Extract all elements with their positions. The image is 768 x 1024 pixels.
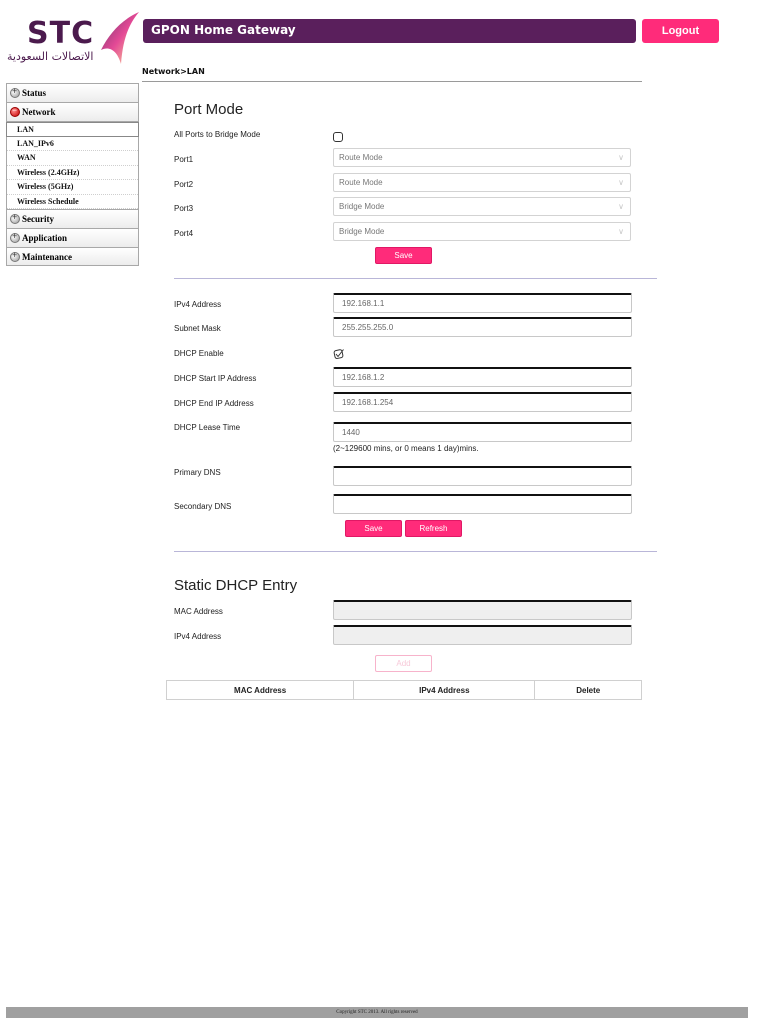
logo-swoosh-icon <box>99 10 141 66</box>
all-ports-bridge-checkbox[interactable] <box>333 132 343 142</box>
logout-button[interactable]: Logout <box>642 19 719 43</box>
collapse-icon <box>10 107 20 117</box>
title-bar <box>143 19 636 43</box>
expand-icon <box>10 214 20 224</box>
dhcp-end-input[interactable] <box>333 392 632 412</box>
static-ipv4-label: IPv4 Address <box>174 632 222 641</box>
sidebar-menu-maintenance[interactable] <box>6 247 139 266</box>
static-add-button[interactable]: Add <box>375 655 432 672</box>
sidebar-item-wireless-schedule[interactable]: Wireless Schedule <box>7 195 138 210</box>
port1-label: Port1 <box>174 155 194 164</box>
chevron-down-icon: ∨ <box>618 227 624 236</box>
chevron-down-icon: ∨ <box>618 153 624 162</box>
sidebar-menu-label: Security <box>22 214 54 224</box>
breadcrumb-divider <box>142 81 642 82</box>
sidebar-menu-label: Network <box>22 107 56 117</box>
chevron-down-icon: ∨ <box>618 178 624 187</box>
subnet-mask-label: Subnet Mask <box>174 324 221 333</box>
port-mode-save-button[interactable]: Save <box>375 247 432 264</box>
chevron-down-icon: ∨ <box>618 202 624 211</box>
sidebar-menu-label: Status <box>22 88 47 98</box>
port3-mode-value: Bridge Mode <box>339 202 385 211</box>
sidebar-menu-security[interactable] <box>6 209 139 228</box>
static-mac-label: MAC Address <box>174 607 223 616</box>
sidebar-item-lan[interactable]: LAN <box>6 122 139 137</box>
dhcp-start-input[interactable] <box>333 367 632 387</box>
col-mac-address: MAC Address <box>167 681 354 699</box>
section-divider <box>174 278 657 279</box>
stc-logo <box>5 10 137 68</box>
logo-arabic-text: الاتصالات السعودية <box>7 50 94 63</box>
port1-mode-select[interactable] <box>333 148 631 167</box>
ipv4-address-label: IPv4 Address <box>174 300 222 309</box>
all-ports-bridge-label: All Ports to Bridge Mode <box>174 130 261 139</box>
page-title: GPON Home Gateway <box>151 23 296 37</box>
dhcp-enable-label: DHCP Enable <box>174 349 224 358</box>
sidebar-menu-status[interactable] <box>6 83 139 102</box>
port4-mode-value: Bridge Mode <box>339 227 385 236</box>
dhcp-end-label: DHCP End IP Address <box>174 399 254 408</box>
col-ipv4-address: IPv4 Address <box>354 681 535 699</box>
static-dhcp-table-header <box>166 680 642 700</box>
primary-dns-input[interactable] <box>333 466 632 486</box>
breadcrumb: Network>LAN <box>142 67 205 76</box>
sidebar-menu-network[interactable] <box>6 102 139 121</box>
network-submenu <box>6 121 139 209</box>
port4-mode-select[interactable] <box>333 222 631 241</box>
static-mac-input[interactable] <box>333 600 632 620</box>
dhcp-start-label: DHCP Start IP Address <box>174 374 257 383</box>
ipv4-address-input[interactable] <box>333 293 632 313</box>
port1-mode-value: Route Mode <box>339 153 383 162</box>
dhcp-lease-label: DHCP Lease Time <box>174 423 241 432</box>
secondary-dns-label: Secondary DNS <box>174 502 232 511</box>
secondary-dns-input[interactable] <box>333 494 632 514</box>
logo-text: STC <box>27 16 95 51</box>
static-ipv4-input[interactable] <box>333 625 632 645</box>
lan-save-button[interactable]: Save <box>345 520 402 537</box>
port4-label: Port4 <box>174 229 194 238</box>
dhcp-enable-checkbox[interactable] <box>333 348 345 360</box>
sidebar-item-lan-ipv6[interactable]: LAN_IPv6 <box>7 137 138 152</box>
sidebar-menu-application[interactable] <box>6 228 139 247</box>
port2-mode-value: Route Mode <box>339 178 383 187</box>
port3-label: Port3 <box>174 204 194 213</box>
port3-mode-select[interactable] <box>333 197 631 216</box>
expand-icon <box>10 88 20 98</box>
col-delete: Delete <box>576 685 601 695</box>
sidebar-item-wan[interactable]: WAN <box>7 151 138 166</box>
port2-label: Port2 <box>174 180 194 189</box>
lease-time-hint: (2~129600 mins, or 0 means 1 day)mins. <box>333 444 479 453</box>
section-divider <box>174 551 657 552</box>
expand-icon <box>10 233 20 243</box>
footer-copyright: Copyright STC 2013. All rights reserved <box>6 1007 748 1018</box>
sidebar <box>6 83 139 266</box>
sidebar-menu-label: Application <box>22 233 68 243</box>
port2-mode-select[interactable] <box>333 173 631 192</box>
sidebar-item-wireless-5ghz[interactable]: Wireless (5GHz) <box>7 180 138 195</box>
sidebar-item-wireless-24ghz[interactable]: Wireless (2.4GHz) <box>7 166 138 181</box>
primary-dns-label: Primary DNS <box>174 468 221 477</box>
sidebar-menu-label: Maintenance <box>22 251 72 262</box>
subnet-mask-input[interactable] <box>333 317 632 337</box>
port-mode-title: Port Mode <box>174 101 244 118</box>
lan-refresh-button[interactable]: Refresh <box>405 520 462 537</box>
dhcp-lease-input[interactable] <box>333 422 632 442</box>
static-dhcp-title: Static DHCP Entry <box>174 577 298 594</box>
expand-icon <box>10 252 20 262</box>
